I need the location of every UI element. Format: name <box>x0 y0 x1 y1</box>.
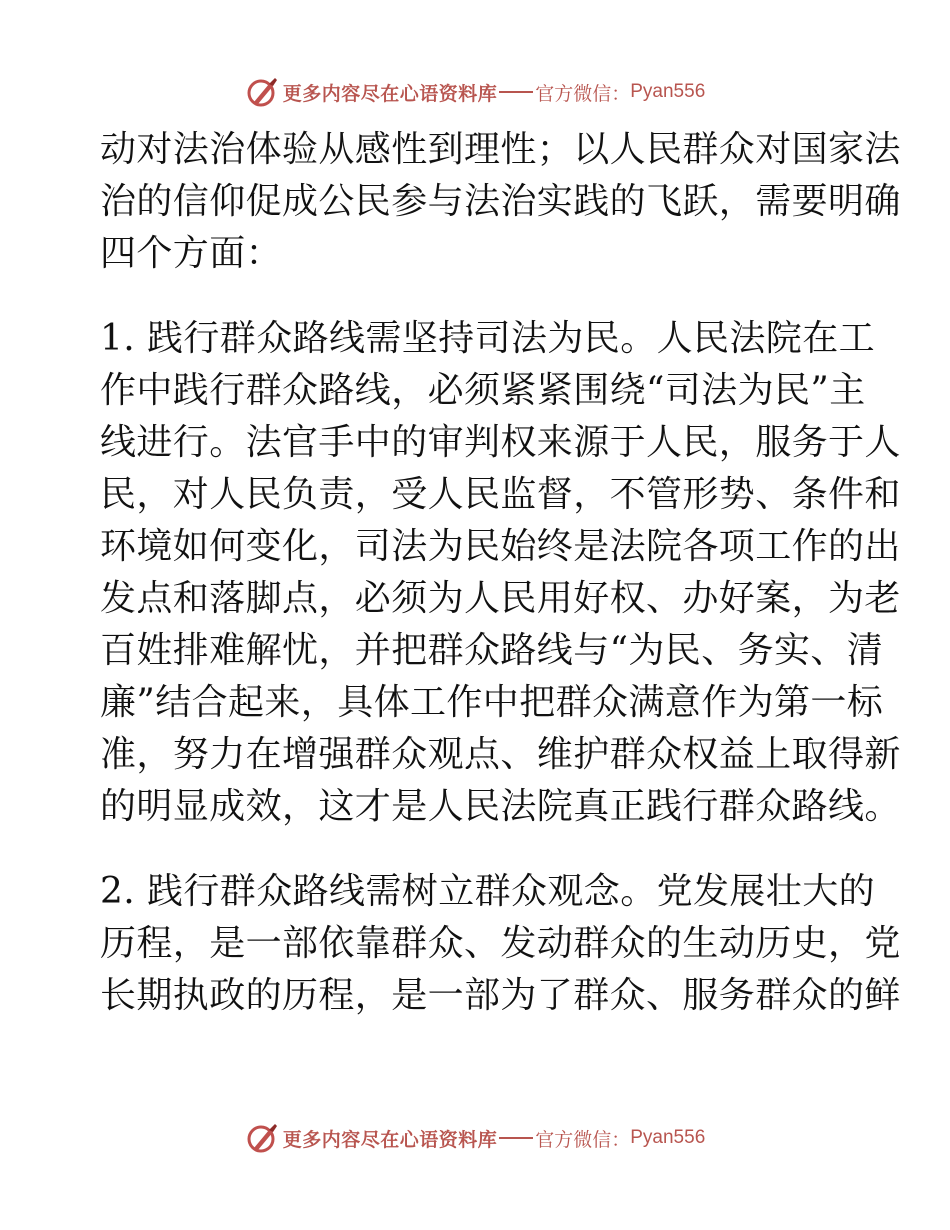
header-watermark <box>0 72 950 112</box>
text-line: 廉”结合起来，具体工作中把群众满意作为第一标 <box>100 682 884 723</box>
paragraph <box>100 124 901 280</box>
text-line: 动对法治体验从感性到理性；以人民群众对国家法 <box>100 129 901 170</box>
pen-logo-icon <box>245 1121 279 1155</box>
text-line: 百姓排难解忧，并把群众路线与“为民、务实、清 <box>100 630 884 671</box>
watermark-dash <box>499 91 533 93</box>
text-line: 发点和落脚点，必须为人民用好权、办好案，为老 <box>100 578 901 619</box>
text-line: 1. 践行群众路线需坚持司法为民。人民法院在工 <box>100 318 875 359</box>
watermark-wechat-label: 官方微信： <box>535 82 631 105</box>
text-line: 四个方面： <box>100 233 283 274</box>
watermark-site: 更多内容尽在心语资料库 <box>282 1128 498 1151</box>
watermark-dash <box>499 1137 533 1139</box>
watermark-wechat-id: Pyan556 <box>630 81 706 102</box>
paragraph <box>100 313 901 833</box>
footer-watermark <box>0 1118 950 1158</box>
text-line: 治的信仰促成公民参与法治实践的飞跃，需要明确 <box>100 181 901 222</box>
text-line: 2. 践行群众路线需树立群众观念。党发展壮大的 <box>100 871 875 912</box>
text-line: 作中践行群众路线，必须紧紧围绕“司法为民”主 <box>100 370 866 411</box>
document-body <box>100 124 901 1022</box>
text-line: 线进行。法官手中的审判权来源于人民，服务于人 <box>100 422 901 463</box>
text-line: 环境如何变化，司法为民始终是法院各项工作的出 <box>100 526 901 567</box>
watermark-wechat-id: Pyan556 <box>630 1127 706 1148</box>
text-line: 长期执政的历程，是一部为了群众、服务群众的鲜 <box>100 975 901 1016</box>
paragraph <box>100 866 901 1022</box>
text-line: 历程，是一部依靠群众、发动群众的生动历史，党 <box>100 923 901 964</box>
text-line: 准，努力在增强群众观点、维护群众权益上取得新 <box>100 734 901 775</box>
pen-logo-icon <box>245 75 279 109</box>
watermark-site: 更多内容尽在心语资料库 <box>282 82 498 105</box>
text-line: 民，对人民负责，受人民监督，不管形势、条件和 <box>100 474 901 515</box>
watermark-wechat-label: 官方微信： <box>535 1128 631 1151</box>
text-line: 的明显成效，这才是人民法院真正践行群众路线。 <box>100 786 901 827</box>
